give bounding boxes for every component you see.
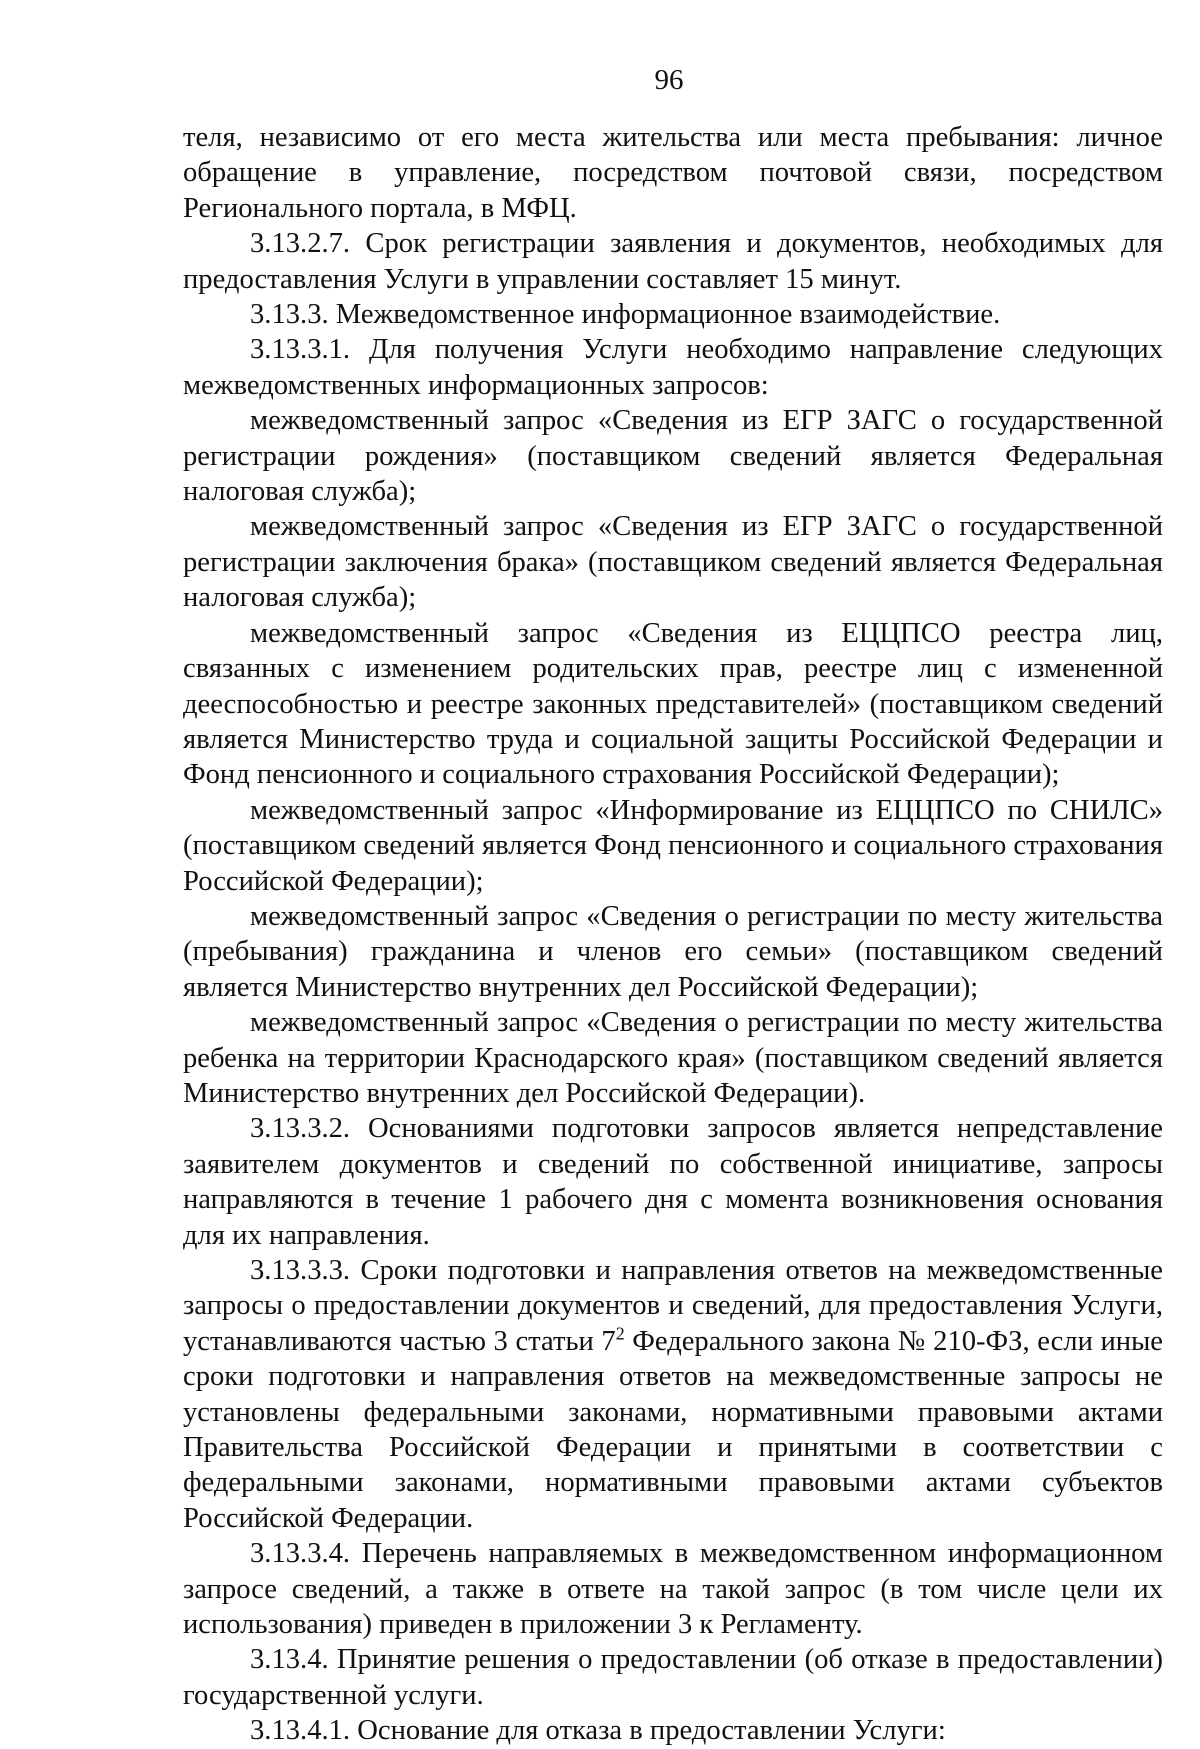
- paragraph: теля, независимо от его места жительства или места пребывания: личное обращение в управление, посредством почтовой связи, посредством Регионального портала, в МФЦ.: [183, 122, 1163, 224]
- superscript: 2: [615, 1323, 625, 1344]
- document-body: [183, 120, 1163, 1749]
- list-item: межведомственный запрос «Сведения о регистрации по месту жительства ребенка на территории Краснодарского края» (поставщиком сведений является Министерство внутренних дел Российской Федерации).: [183, 1007, 1163, 1109]
- list-item: межведомственный запрос «Информирование из ЕЦЦПСО по СНИЛС» (поставщиком сведений является Фонд пенсионного и социального страхования Российской Федерации);: [183, 794, 1163, 897]
- paragraph: [183, 1253, 1163, 1536]
- paragraph: 3.13.3.4. Перечень направляемых в межведомственном информационном запросе сведений, а также в ответе на такой запрос (в том числе цели их использования) приведен в приложении 3 к Регламенту.: [183, 1538, 1163, 1641]
- paragraph-text: 3.13.3.3. Сроки подготовки и направления ответов на межведомственные запросы о предоставлении документов и сведений, для предоставления Услуги, устанавливаются частью 3 статьи 7: [183, 1255, 1163, 1357]
- paragraph: 3.13.3.1. Для получения Услуги необходимо направление следующих межведомственных информационных запросов:: [183, 334, 1163, 401]
- list-item: межведомственный запрос «Сведения о регистрации по месту жительства (пребывания) гражданина и членов его семьи» (поставщиком сведений является Министерство внутренних дел Российской Федерации);: [183, 900, 1163, 1003]
- paragraph: 3.13.4.1. Основание для отказа в предоставлении Услуги:: [250, 1715, 946, 1747]
- paragraph: 3.13.3.2. Основаниями подготовки запросов является непредставление заявителем документов и сведений по собственной инициативе, запросы направляются в течение 1 рабочего дня с момента возникновения основания для их направления.: [183, 1113, 1163, 1251]
- paragraph: 3.13.2.7. Срок регистрации заявления и документов, необходимых для предоставления Услуги в управлении составляет 15 минут.: [183, 228, 1163, 295]
- list-item: межведомственный запрос «Сведения из ЕГР ЗАГС о государственной регистрации заключения брака» (поставщиком сведений является Федеральная налоговая служба);: [183, 511, 1163, 614]
- list-item: межведомственный запрос «Сведения из ЕГР ЗАГС о государственной регистрации рождения» (поставщиком сведений является Федеральная налоговая служба);: [183, 405, 1163, 508]
- paragraph-text: Федерального закона № 210-ФЗ, если иные сроки подготовки и направления ответов на межведомственные запросы не установлены федеральными законами, нормативными правовыми актами Правительства Российской Федерации и принятыми в соответствии с федеральными законами, нормативными правовыми актами субъектов Российской Федерации.: [183, 1325, 1163, 1534]
- section-heading: 3.13.4. Принятие решения о предоставлении (об отказе в предоставлении) государственной услуги.: [183, 1644, 1163, 1711]
- page-number: 96: [654, 64, 684, 96]
- list-item: межведомственный запрос «Сведения из ЕЦЦПСО реестра лиц, связанных с изменением родительских прав, реестре лиц с измененной дееспособностью и реестре законных представителей» (поставщиком сведений является Министерство труда и социальной защиты Российской Федерации и Фонд пенсионного и социального страхования Российской Федерации);: [183, 617, 1163, 791]
- section-heading: 3.13.3. Межведомственное информационное взаимодействие.: [250, 299, 1001, 331]
